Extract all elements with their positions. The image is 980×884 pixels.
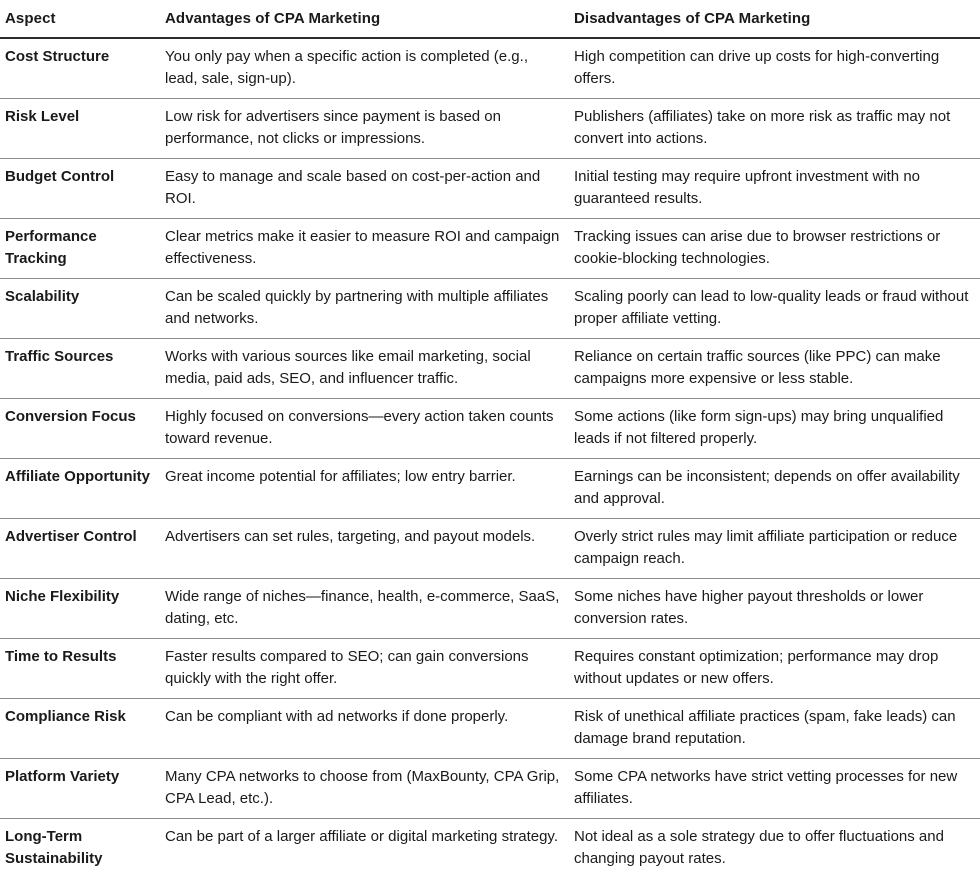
disadvantage-cell-text: Tracking issues can arise due to browser restrictions or cookie-blocking technologies. [574, 227, 941, 267]
disadvantage-cell-text: Scaling poorly can lead to low-quality leads or fraud without proper affiliate vetting. [574, 287, 969, 327]
advantage-cell-text: Low risk for advertisers since payment is based on performance, not clicks or impressions. [165, 107, 501, 147]
table-row [0, 518, 980, 578]
disadvantage-cell [569, 218, 980, 278]
advantage-cell [160, 98, 569, 158]
advantage-cell-text: Easy to manage and scale based on cost-per-action and ROI. [165, 167, 541, 207]
aspect-cell-text: Traffic Sources [5, 347, 114, 365]
advantage-cell [160, 398, 569, 458]
advantage-cell-text: Can be scaled quickly by partnering with multiple affiliates and networks. [165, 287, 549, 327]
disadvantage-cell-text: Publishers (affiliates) take on more risk as traffic may not convert into actions. [574, 107, 951, 147]
disadvantage-cell-text: Some actions (like form sign-ups) may bring unqualified leads if not filtered properly. [574, 407, 944, 447]
disadvantage-cell-text: Initial testing may require upfront investment with no guaranteed results. [574, 167, 921, 207]
disadvantage-cell [569, 758, 980, 818]
table-row [0, 578, 980, 638]
advantage-cell [160, 818, 569, 878]
advantage-cell [160, 638, 569, 698]
disadvantage-cell-text: Reliance on certain traffic sources (like PPC) can make campaigns more expensive or less stable. [574, 347, 941, 387]
header-row [0, 0, 980, 38]
aspect-cell [0, 578, 160, 638]
table-row [0, 98, 980, 158]
disadvantage-cell-text: Requires constant optimization; performance may drop without updates or new offers. [574, 647, 939, 687]
advantage-cell-text: Works with various sources like email marketing, social media, paid ads, SEO, and influencer traffic. [165, 347, 531, 387]
aspect-cell-text: Affiliate Opportunity [5, 467, 150, 485]
disadvantage-cell-text: Overly strict rules may limit affiliate participation or reduce campaign reach. [574, 527, 958, 567]
aspect-cell [0, 158, 160, 218]
aspect-cell-text: Risk Level [5, 107, 80, 125]
aspect-cell-text: Platform Variety [5, 767, 120, 785]
advantage-cell [160, 158, 569, 218]
disadvantage-cell [569, 518, 980, 578]
disadvantage-cell-text: Some CPA networks have strict vetting processes for new affiliates. [574, 767, 958, 807]
aspect-cell [0, 518, 160, 578]
aspect-cell [0, 338, 160, 398]
table-row [0, 338, 980, 398]
disadvantage-cell-text: Not ideal as a sole strategy due to offer fluctuations and changing payout rates. [574, 827, 944, 867]
aspect-cell-text: Advertiser Control [5, 527, 137, 545]
disadvantage-cell-text: Risk of unethical affiliate practices (spam, fake leads) can damage brand reputation. [574, 707, 956, 747]
table-row [0, 278, 980, 338]
disadvantage-cell [569, 278, 980, 338]
advantage-cell-text: You only pay when a specific action is completed (e.g., lead, sale, sign-up). [165, 48, 528, 87]
advantage-cell-text: Advertisers can set rules, targeting, and payout models. [165, 527, 536, 545]
disadvantage-cell [569, 638, 980, 698]
aspect-cell-text: Niche Flexibility [5, 587, 120, 605]
advantage-cell [160, 38, 569, 98]
disadvantage-cell-text: High competition can drive up costs for high-converting offers. [574, 48, 940, 87]
disadvantage-cell [569, 458, 980, 518]
table-row [0, 458, 980, 518]
table-row [0, 38, 980, 98]
table-row [0, 818, 980, 878]
aspect-cell-text: Compliance Risk [5, 707, 126, 725]
aspect-cell-text: Long-Term Sustainability [5, 827, 103, 867]
aspect-cell [0, 38, 160, 98]
advantage-cell [160, 758, 569, 818]
advantage-cell [160, 458, 569, 518]
aspect-cell-text: Performance Tracking [5, 227, 97, 267]
disadvantage-cell [569, 698, 980, 758]
aspect-cell [0, 398, 160, 458]
table-header [0, 0, 980, 38]
advantage-cell-text: Can be part of a larger affiliate or digital marketing strategy. [165, 827, 558, 845]
advantage-cell-text: Can be compliant with ad networks if done properly. [165, 707, 509, 725]
aspect-cell [0, 98, 160, 158]
aspect-cell-text: Conversion Focus [5, 407, 136, 425]
disadvantage-cell-text: Some niches have higher payout thresholds or lower conversion rates. [574, 587, 924, 627]
advantage-cell-text: Faster results compared to SEO; can gain conversions quickly with the right offer. [165, 647, 529, 687]
advantage-cell [160, 698, 569, 758]
aspect-cell-text: Scalability [5, 287, 80, 305]
advantage-cell-text: Great income potential for affiliates; low entry barrier. [165, 467, 516, 485]
table-row [0, 638, 980, 698]
aspect-cell [0, 458, 160, 518]
aspect-cell [0, 698, 160, 758]
table-row [0, 398, 980, 458]
advantage-cell-text: Wide range of niches—finance, health, e-commerce, SaaS, dating, etc. [165, 587, 560, 627]
disadvantage-cell [569, 158, 980, 218]
disadvantage-cell [569, 338, 980, 398]
header-disadvantages: Disadvantages of CPA Marketing [569, 0, 980, 38]
table-row [0, 698, 980, 758]
header-advantages: Advantages of CPA Marketing [160, 0, 569, 38]
disadvantage-cell [569, 818, 980, 878]
advantage-cell [160, 578, 569, 638]
advantage-cell [160, 278, 569, 338]
aspect-cell [0, 218, 160, 278]
advantage-cell-text: Clear metrics make it easier to measure ROI and campaign effectiveness. [165, 227, 560, 267]
disadvantage-cell [569, 38, 980, 98]
aspect-cell [0, 818, 160, 878]
aspect-cell [0, 278, 160, 338]
disadvantage-cell [569, 98, 980, 158]
advantage-cell [160, 338, 569, 398]
disadvantage-cell-text: Earnings can be inconsistent; depends on offer availability and approval. [574, 467, 960, 507]
aspect-cell-text: Budget Control [5, 167, 115, 185]
aspect-cell-text: Time to Results [5, 647, 117, 665]
aspect-cell [0, 758, 160, 818]
aspect-cell [0, 638, 160, 698]
table-row [0, 758, 980, 818]
table-row [0, 218, 980, 278]
advantage-cell [160, 218, 569, 278]
aspect-cell-text: Cost Structure [5, 48, 110, 65]
advantage-cell-text: Many CPA networks to choose from (MaxBounty, CPA Grip, CPA Lead, etc.). [165, 767, 560, 807]
disadvantage-cell [569, 398, 980, 458]
table-row [0, 158, 980, 218]
advantage-cell-text: Highly focused on conversions—every action taken counts toward revenue. [165, 407, 554, 447]
header-aspect: Aspect [0, 0, 160, 38]
table-body [0, 38, 980, 878]
advantage-cell [160, 518, 569, 578]
disadvantage-cell [569, 578, 980, 638]
